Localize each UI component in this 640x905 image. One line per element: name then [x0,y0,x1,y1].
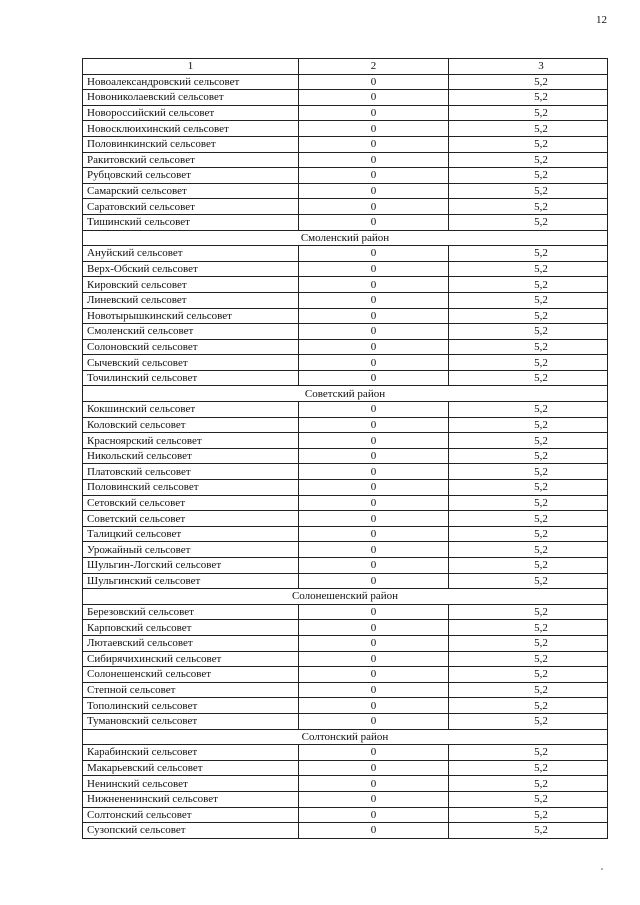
settlement-name: Лютаевский сельсовет [83,635,299,651]
settlement-name: Советский сельсовет [83,511,299,527]
column-3-value: 5,2 [449,823,608,839]
column-2-value: 0 [299,573,449,589]
column-2-value: 0 [299,183,449,199]
column-3-value: 5,2 [449,698,608,714]
settlement-name: Рубцовский сельсовет [83,168,299,184]
table-row [83,745,608,761]
table-row [83,776,608,792]
column-3-value: 5,2 [449,121,608,137]
settlement-name: Линевский сельсовет [83,292,299,308]
column-2-value: 0 [299,791,449,807]
column-3-value: 5,2 [449,760,608,776]
table-row [83,417,608,433]
column-3-value: 5,2 [449,511,608,527]
settlement-name: Кировский сельсовет [83,277,299,293]
column-3-value: 5,2 [449,776,608,792]
column-2-value: 0 [299,480,449,496]
column-3-value: 5,2 [449,526,608,542]
table-body [83,59,608,839]
table-row [83,433,608,449]
settlement-name: Тумановский сельсовет [83,713,299,729]
settlement-name: Сычевский сельсовет [83,355,299,371]
column-2-value: 0 [299,292,449,308]
settlement-name: Новотырышкинский сельсовет [83,308,299,324]
column-3-value: 5,2 [449,277,608,293]
column-3-value: 5,2 [449,417,608,433]
table-row [83,480,608,496]
settlement-name: Сетовский сельсовет [83,495,299,511]
settlement-name: Шульгинский сельсовет [83,573,299,589]
column-2-value: 0 [299,433,449,449]
column-3-value: 5,2 [449,339,608,355]
table-row [83,620,608,636]
column-2-value: 0 [299,682,449,698]
column-2-value: 0 [299,526,449,542]
settlement-name: Кокшинский сельсовет [83,402,299,418]
settlement-name: Новоалександровский сельсовет [83,74,299,90]
settlement-name: Новосклюихинский сельсовет [83,121,299,137]
settlement-name: Ануйский сельсовет [83,246,299,262]
table-row [83,542,608,558]
column-3-value: 5,2 [449,183,608,199]
column-2-value: 0 [299,152,449,168]
settlement-name: Половинкинский сельсовет [83,136,299,152]
table-row [83,511,608,527]
column-3-value: 5,2 [449,807,608,823]
column-2-value: 0 [299,760,449,776]
table-row [83,713,608,729]
table-row [83,791,608,807]
settlement-name: Смоленский сельсовет [83,324,299,340]
column-2-value: 0 [299,495,449,511]
table-row [83,807,608,823]
section-title: Солтонский район [83,729,608,745]
column-2-value: 0 [299,261,449,277]
settlement-name: Солтонский сельсовет [83,807,299,823]
column-2-value: 0 [299,355,449,371]
column-3-value: 5,2 [449,667,608,683]
column-2-value: 0 [299,651,449,667]
column-2-value: 0 [299,277,449,293]
settlement-name: Сузопский сельсовет [83,823,299,839]
column-2-value: 0 [299,168,449,184]
header-row [83,59,608,75]
column-2-value: 0 [299,417,449,433]
table-row [83,402,608,418]
settlement-name: Точилинский сельсовет [83,370,299,386]
settlement-name: Тишинский сельсовет [83,214,299,230]
table-row [83,74,608,90]
column-2-value: 0 [299,324,449,340]
settlement-name: Верх-Обский сельсовет [83,261,299,277]
table-row [83,526,608,542]
settlement-name: Макарьевский сельсовет [83,760,299,776]
column-2-value: 0 [299,604,449,620]
settlement-name: Солоновский сельсовет [83,339,299,355]
settlement-name: Березовский сельсовет [83,604,299,620]
column-3-value: 5,2 [449,464,608,480]
settlement-name: Нижнененинский сельсовет [83,791,299,807]
column-2-value: 0 [299,698,449,714]
column-3-value: 5,2 [449,433,608,449]
settlement-name: Тополинский сельсовет [83,698,299,714]
column-3-value: 5,2 [449,713,608,729]
table-row [83,448,608,464]
column-3-value: 5,2 [449,402,608,418]
table-row [83,246,608,262]
column-3-value: 5,2 [449,448,608,464]
settlement-name: Солонешенский сельсовет [83,667,299,683]
settlement-name: Новониколаевский сельсовет [83,90,299,106]
section-row [83,729,608,745]
table-row [83,573,608,589]
column-2-value: 0 [299,620,449,636]
column-3-value: 5,2 [449,90,608,106]
table-row [83,682,608,698]
table-row [83,698,608,714]
column-2-value: 0 [299,667,449,683]
table-row [83,355,608,371]
section-title: Советский район [83,386,608,402]
settlement-name: Ненинский сельсовет [83,776,299,792]
column-3-value: 5,2 [449,292,608,308]
column-3-value: 5,2 [449,635,608,651]
column-3-value: 5,2 [449,152,608,168]
column-2-value: 0 [299,402,449,418]
column-3-value: 5,2 [449,745,608,761]
settlement-name: Талицкий сельсовет [83,526,299,542]
column-3-value: 5,2 [449,74,608,90]
column-3-value: 5,2 [449,573,608,589]
column-2-value: 0 [299,90,449,106]
column-2-value: 0 [299,448,449,464]
column-2-value: 0 [299,136,449,152]
header-cell-1: 1 [83,59,299,75]
table-row [83,277,608,293]
table-row [83,324,608,340]
column-3-value: 5,2 [449,199,608,215]
column-3-value: 5,2 [449,214,608,230]
table-row [83,168,608,184]
column-2-value: 0 [299,511,449,527]
page-number: 12 [596,14,607,26]
section-row [83,230,608,246]
column-2-value: 0 [299,199,449,215]
column-2-value: 0 [299,370,449,386]
column-2-value: 0 [299,745,449,761]
column-2-value: 0 [299,105,449,121]
table-row [83,370,608,386]
column-2-value: 0 [299,713,449,729]
table-row [83,308,608,324]
settlement-name: Сибирячихинский сельсовет [83,651,299,667]
column-3-value: 5,2 [449,682,608,698]
table-row [83,136,608,152]
settlement-name: Никольский сельсовет [83,448,299,464]
header-cell-3: 3 [449,59,608,75]
settlement-name: Карабинский сельсовет [83,745,299,761]
column-3-value: 5,2 [449,791,608,807]
table-row [83,199,608,215]
settlement-name: Саратовский сельсовет [83,199,299,215]
column-2-value: 0 [299,214,449,230]
column-3-value: 5,2 [449,168,608,184]
column-2-value: 0 [299,558,449,574]
table-row [83,90,608,106]
settlement-name: Половинский сельсовет [83,480,299,496]
table-row [83,760,608,776]
table-row [83,667,608,683]
column-2-value: 0 [299,74,449,90]
table-row [83,635,608,651]
section-title: Смоленский район [83,230,608,246]
data-table [82,58,608,839]
settlement-name: Урожайный сельсовет [83,542,299,558]
table-row [83,464,608,480]
settlement-name: Новороссийский сельсовет [83,105,299,121]
column-3-value: 5,2 [449,308,608,324]
column-3-value: 5,2 [449,542,608,558]
column-3-value: 5,2 [449,105,608,121]
settlement-name: Коловский сельсовет [83,417,299,433]
column-2-value: 0 [299,807,449,823]
settlement-name: Степной сельсовет [83,682,299,698]
column-3-value: 5,2 [449,620,608,636]
table-row [83,105,608,121]
section-title: Солонешенский район [83,589,608,605]
column-2-value: 0 [299,823,449,839]
settlement-name: Шульгин-Логский сельсовет [83,558,299,574]
section-row [83,589,608,605]
table-row [83,183,608,199]
column-3-value: 5,2 [449,651,608,667]
settlement-name: Самарский сельсовет [83,183,299,199]
column-2-value: 0 [299,635,449,651]
table-row [83,558,608,574]
column-3-value: 5,2 [449,246,608,262]
column-2-value: 0 [299,121,449,137]
scan-dot [601,868,603,870]
column-2-value: 0 [299,308,449,324]
column-3-value: 5,2 [449,604,608,620]
table-row [83,823,608,839]
table-row [83,339,608,355]
column-3-value: 5,2 [449,558,608,574]
table-row [83,121,608,137]
table-row [83,651,608,667]
settlement-name: Платовский сельсовет [83,464,299,480]
column-2-value: 0 [299,339,449,355]
column-2-value: 0 [299,246,449,262]
table-row [83,604,608,620]
column-3-value: 5,2 [449,480,608,496]
column-2-value: 0 [299,464,449,480]
section-row [83,386,608,402]
settlement-name: Ракитовский сельсовет [83,152,299,168]
table-row [83,292,608,308]
column-3-value: 5,2 [449,355,608,371]
table-row [83,152,608,168]
header-cell-2: 2 [299,59,449,75]
column-3-value: 5,2 [449,136,608,152]
table-row [83,214,608,230]
column-3-value: 5,2 [449,261,608,277]
column-3-value: 5,2 [449,370,608,386]
column-3-value: 5,2 [449,495,608,511]
column-3-value: 5,2 [449,324,608,340]
column-2-value: 0 [299,542,449,558]
table-row [83,261,608,277]
settlement-name: Красноярский сельсовет [83,433,299,449]
table-row [83,495,608,511]
column-2-value: 0 [299,776,449,792]
settlement-name: Карповский сельсовет [83,620,299,636]
